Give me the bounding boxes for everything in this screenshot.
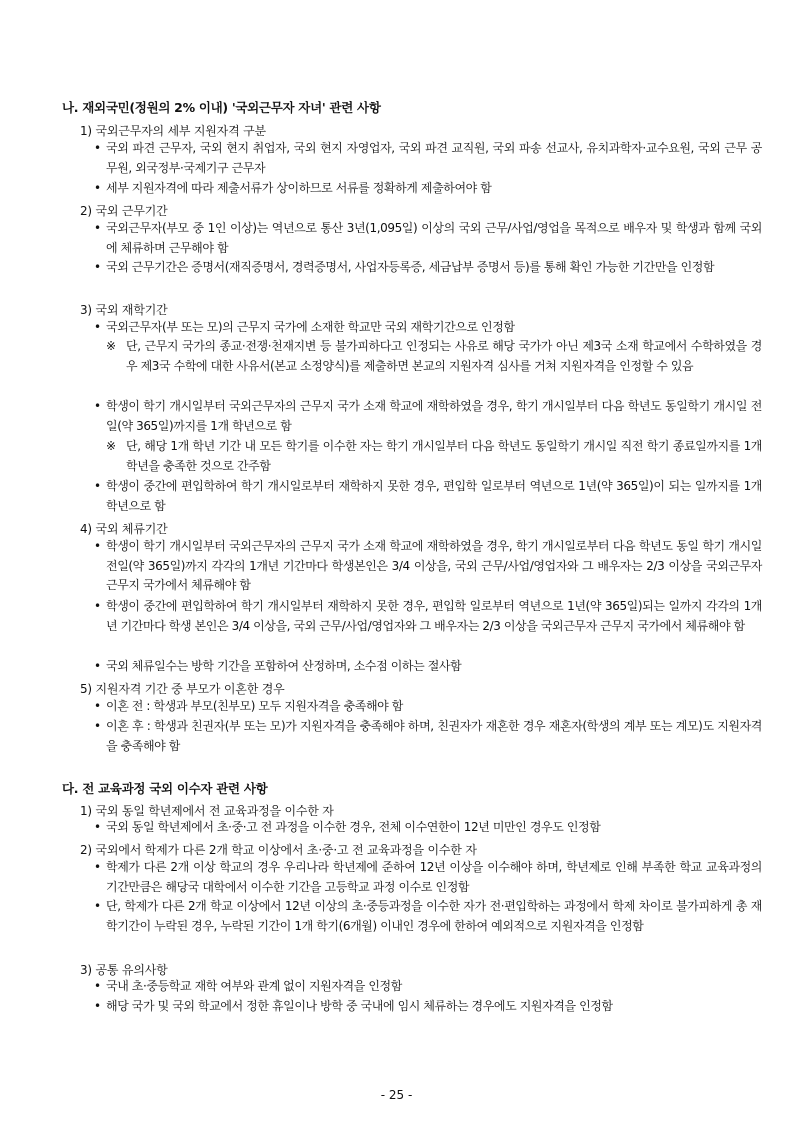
bullet-icon: •	[94, 699, 101, 713]
page-number: - 25 -	[380, 1088, 413, 1102]
subsection-title-2: 2) 국외 근무기간	[80, 204, 168, 218]
bullet-item	[94, 657, 762, 677]
bullet-icon: •	[94, 399, 101, 413]
bullet-text: 국외 체류일수는 방학 기간을 포함하여 산정하며, 소수점 이하는 절사함	[106, 659, 462, 673]
bullet-item	[94, 858, 762, 897]
bullet-item	[94, 818, 762, 838]
bullet-icon: •	[94, 260, 101, 274]
bullet-item	[94, 477, 762, 516]
bullet-item	[94, 537, 762, 596]
note-item	[106, 337, 762, 376]
bullet-item	[94, 997, 762, 1017]
bullet-item	[94, 179, 762, 199]
bullet-icon: •	[94, 181, 101, 195]
note-text: 단, 근무지 국가의 종교·전쟁·천재지변 등 불가피하다고 인정되는 사유로 해당 국가가 아닌 제3국 소재 학교에서 수학하였을 경우 제3국 수학에 대한 사유서(본교 소정양식)를 제출하면 본교의 지원자격 심사를 거쳐 지원자격을 인정할 수 있음	[126, 339, 762, 373]
bullet-text: 국외근무자(부모 중 1인 이상)는 역년으로 통산 3년(1,095일) 이상의 국외 근무/사업/영업을 목적으로 배우자 및 학생과 함께 국외에 체류하며 근무해야 함	[106, 221, 762, 255]
bullet-item	[94, 597, 762, 636]
bullet-text: 학생이 중간에 편입학하여 학기 개시일로부터 재학하지 못한 경우, 편입학 일로부터 역년으로 1년(약 365일)이 되는 일까지를 1개 학년으로 함	[106, 479, 762, 513]
bullet-icon: •	[94, 999, 101, 1013]
bullet-item	[94, 717, 762, 756]
bullet-item	[94, 397, 762, 436]
bullet-text: 국외 동일 학년제에서 초·중·고 전 과정을 이수한 경우, 전체 이수연한이 12년 미만인 경우도 인정함	[106, 820, 601, 834]
bullet-item	[94, 219, 762, 258]
bullet-icon: •	[94, 659, 101, 673]
bullet-text: 이혼 후 : 학생과 친권자(부 또는 모)가 지원자격을 충족해야 하며, 친권자가 재혼한 경우 재혼자(학생의 계부 또는 계모)도 지원자격을 충족해야 함	[106, 719, 762, 753]
bullet-item	[94, 897, 762, 936]
note-text: 단, 해당 1개 학년 기간 내 모든 학기를 이수한 자는 학기 개시일부터 다음 학년도 동일학기 개시일 직전 학기 종료일까지를 1개 학년을 충족한 것으로 간주함	[126, 439, 762, 473]
subsection-title-5: 5) 지원자격 기간 중 부모가 이혼한 경우	[80, 682, 285, 696]
bullet-icon: •	[94, 141, 101, 155]
bullet-item	[94, 318, 762, 338]
bullet-text: 국내 초·중등학교 재학 여부와 관계 없이 지원자격을 인정함	[106, 979, 402, 993]
bullet-icon: •	[94, 539, 101, 553]
bullet-text: 학생이 학기 개시일부터 국외근무자의 근무지 국가 소재 학교에 재학하였을 경우, 학기 개시일부터 다음 학년도 동일학기 개시일 전일(약 365일)까지를 1개 학년으로 함	[106, 399, 762, 433]
bullet-text: 국외 파견 근무자, 국외 현지 취업자, 국외 현지 자영업자, 국외 파견 교직원, 국외 파송 선교사, 유치과학자·교수요원, 국외 근무 공무원, 외국정부·국제기구 근무자	[106, 141, 762, 175]
bullet-icon: •	[94, 719, 101, 733]
note-item	[106, 437, 762, 476]
bullet-item	[94, 697, 762, 717]
bullet-icon: •	[94, 479, 101, 493]
subsection-title-2: 2) 국외에서 학제가 다른 2개 학교 이상에서 초·중·고 전 교육과정을 이수한 자	[80, 843, 477, 857]
bullet-text: 학제가 다른 2개 이상 학교의 경우 우리나라 학년제에 준하여 12년 이상을 이수해야 하며, 학년제로 인해 부족한 학교 교육과정의 기간만큼은 해당국 대학에서 이수한 기간을 고등학교 과정 이수로 인정함	[106, 860, 762, 894]
bullet-text: 국외근무자(부 또는 모)의 근무지 국가에 소재한 학교만 국외 재학기간으로 인정함	[106, 320, 515, 334]
bullet-icon: •	[94, 820, 101, 834]
bullet-text: 학생이 학기 개시일부터 국외근무자의 근무지 국가 소재 학교에 재학하였을 경우, 학기 개시일로부터 다음 학년도 동일 학기 개시일 전일(약 365일)까지 각각의 1개년 기간마다 학생본인은 3/4 이상을, 국외 근무/사업/영업자와 그 배우자는 2/3 이상을 국외근무자 근무지 국가에서 체류해야 함	[106, 539, 762, 592]
bullet-item	[94, 258, 762, 278]
subsection-title-3: 3) 공통 유의사항	[80, 963, 168, 977]
subsection-title-1: 1) 국외근무자의 세부 지원자격 구분	[80, 124, 266, 138]
bullet-icon: •	[94, 320, 101, 334]
note-mark-icon: ※	[106, 339, 116, 353]
bullet-icon: •	[94, 899, 101, 913]
bullet-icon: •	[94, 221, 101, 235]
subsection-title-4: 4) 국외 체류기간	[80, 522, 168, 536]
bullet-text: 국외 근무기간은 증명서(재직증명서, 경력증명서, 사업자등록증, 세금납부 증명서 등)를 통해 확인 가능한 기간만을 인정함	[106, 260, 715, 274]
bullet-icon: •	[94, 860, 101, 874]
bullet-text: 이혼 전 : 학생과 부모(친부모) 모두 지원자격을 충족해야 함	[106, 699, 403, 713]
bullet-item	[94, 139, 762, 178]
note-mark-icon: ※	[106, 439, 116, 453]
bullet-item	[94, 977, 762, 997]
subsection-title-1: 1) 국외 동일 학년제에서 전 교육과정을 이수한 자	[80, 804, 334, 818]
bullet-icon: •	[94, 599, 101, 613]
section-title-na: 나. 재외국민(정원의 2% 이내) '국외근무자 자녀' 관련 사항	[62, 100, 381, 115]
bullet-text: 해당 국가 및 국외 학교에서 정한 휴일이나 방학 중 국내에 임시 체류하는 경우에도 지원자격을 인정함	[106, 999, 613, 1013]
bullet-icon: •	[94, 979, 101, 993]
bullet-text: 세부 지원자격에 따라 제출서류가 상이하므로 서류를 정확하게 제출하여야 함	[106, 181, 492, 195]
bullet-text: 단, 학제가 다른 2개 학교 이상에서 12년 이상의 초·중등과정을 이수한 자가 전·편입학하는 과정에서 학제 차이로 불가피하게 총 재학기간이 누락된 경우, 누락된 기간이 1개 학기(6개월) 이내인 경우에 한하여 예외적으로 지원자격을 인정함	[106, 899, 762, 933]
bullet-text: 학생이 중간에 편입학하여 학기 개시일부터 재학하지 못한 경우, 편입학 일로부터 역년으로 1년(약 365일)되는 일까지 각각의 1개년 기간마다 학생 본인은 3/4 이상을, 국외 근무/사업/영업자와 그 배우자는 2/3 이상을 국외근무자 근무지 국가에서 체류해야 함	[106, 599, 762, 633]
section-title-da: 다. 전 교육과정 국외 이수자 관련 사항	[62, 781, 268, 796]
subsection-title-3: 3) 국외 재학기간	[80, 303, 168, 317]
